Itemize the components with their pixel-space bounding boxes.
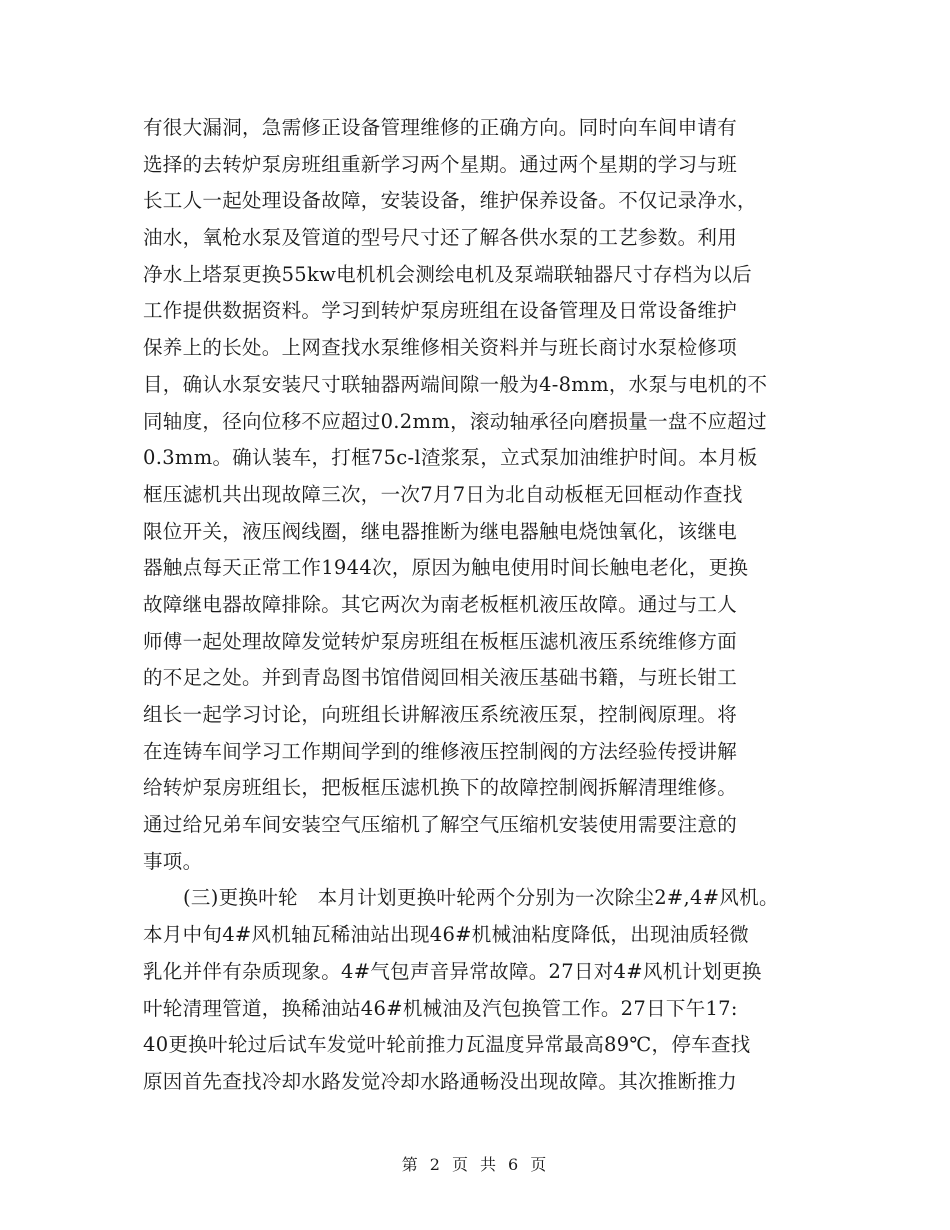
text-line: 工作提供数据资料。学习到转炉泵房班组在设备管理及日常设备维护 — [143, 299, 738, 323]
page-footer — [0, 1152, 950, 1175]
text-line: 的不足之处。并到青岛图书馆借阅回相关液压基础书籍，与班长钳工 — [143, 666, 738, 690]
text-line: 原因首先查找冷却水路发觉冷却水路通畅没出现故障。其次推断推力 — [143, 1069, 738, 1093]
text-line: 叶轮清理管道，换稀油站46#机械油及汽包换管工作。27日下午17: — [143, 996, 738, 1020]
footer-total-unit: 页 — [530, 1155, 549, 1174]
text-line: 乳化并伴有杂质现象。4#气包声音异常故障。27日对4#风机计划更换 — [143, 959, 762, 983]
text-line: 本月中旬4#风机轴瓦稀油站出现46#机械油粘度降低，出现油质轻微 — [143, 923, 749, 947]
text-line: 器触点每天正常工作1944次，原因为触电使用时间长触电老化，更换 — [143, 556, 749, 580]
body-text — [143, 110, 823, 1101]
text-line: 长工人一起处理设备故障，安装设备，维护保养设备。不仅记录净水， — [143, 189, 757, 213]
text-line: 师傅一起处理故障发觉转炉泵房班组在板框压滤机液压系统维修方面 — [143, 629, 738, 653]
text-line: 0.3mm。确认装车，打框75c-l渣浆泵，立式泵加油维护时间。本月板 — [143, 446, 758, 470]
text-line: 组长一起学习讨论，向班组长讲解液压系统液压泵，控制阀原理。将 — [143, 703, 738, 726]
footer-page-unit: 页 — [451, 1155, 470, 1174]
total-pages-number: 6 — [508, 1155, 521, 1174]
text-line: 同轴度，径向位移不应超过0.2mm，滚动轴承径向磨损量一盘不应超过 — [143, 409, 767, 433]
text-line: 事项。 — [143, 849, 203, 873]
footer-prefix: 第 — [401, 1155, 420, 1174]
text-line: 有很大漏洞，急需修正设备管理维修的正确方向。同时向车间申请有 — [143, 116, 738, 139]
text-line: 选择的去转炉泵房班组重新学习两个星期。通过两个星期的学习与班 — [143, 152, 738, 176]
section-heading-line: (三)更换叶轮 本月计划更换叶轮两个分别为一次除尘2#,4#风机。 — [183, 886, 779, 910]
current-page-number: 2 — [429, 1155, 442, 1174]
text-line: 40更换叶轮过后试车发觉叶轮前推力瓦温度异常最高89℃，停车查找 — [143, 1033, 751, 1057]
text-line: 给转炉泵房班组长，把板框压滤机换下的故障控制阀拆解清理维修。 — [143, 776, 738, 800]
text-line: 限位开关，液压阀线圈，继电器推断为继电器触电烧蚀氧化，该继电 — [143, 519, 738, 543]
text-line: 净水上塔泵更换55kw电机机会测绘电机及泵端联轴器尺寸存档为以后 — [143, 262, 752, 286]
footer-total-prefix: 共 — [480, 1155, 499, 1174]
text-line: 框压滤机共出现故障三次，一次7月7日为北自动板框无回框动作查找 — [143, 482, 743, 506]
text-line: 在连铸车间学习工作期间学到的维修液压控制阀的方法经验传授讲解 — [143, 739, 738, 763]
text-line: 保养上的长处。上网查找水泵维修相关资料并与班长商讨水泵检修项 — [143, 336, 738, 360]
text-line: 目，确认水泵安装尺寸联轴器两端间隙一般为4-8mm，水泵与电机的不 — [143, 372, 768, 396]
text-line: 油水，氧枪水泵及管道的型号尺寸还了解各供水泵的工艺参数。利用 — [143, 226, 738, 250]
text-line: 通过给兄弟车间安装空气压缩机了解空气压缩机安装使用需要注意的 — [143, 813, 738, 837]
text-line: 故障继电器故障排除。其它两次为南老板框机液压故障。通过与工人 — [143, 592, 738, 616]
